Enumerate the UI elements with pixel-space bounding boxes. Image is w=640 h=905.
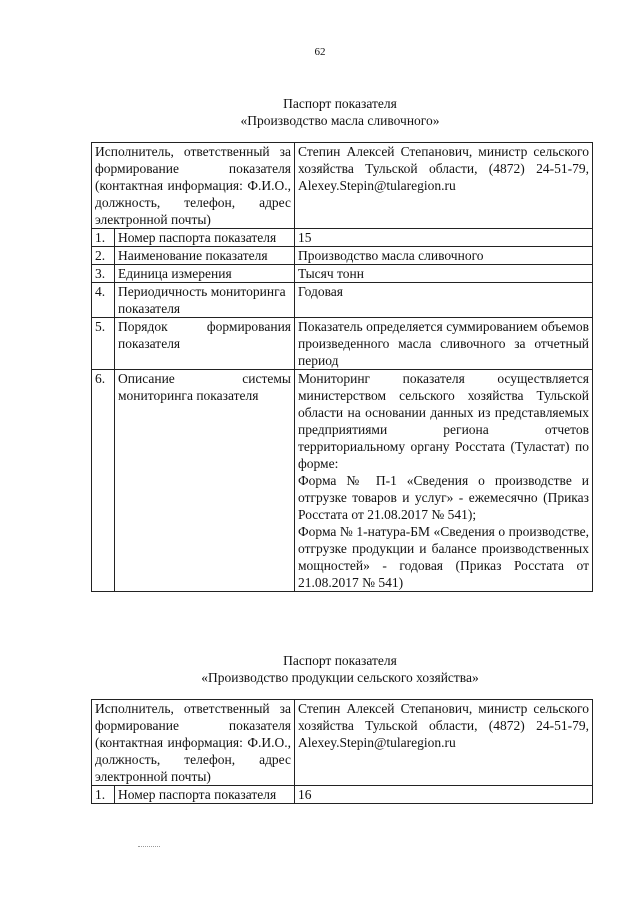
row-label: Описание системы мониторинга показателя <box>115 370 295 592</box>
monitoring-paragraph: Форма № 1-натура-БМ «Сведения о производстве, отгрузке продукции и балансе производственных мощностей» - годовая (Приказ Росстата от 21.08.2017 № 541) <box>298 524 589 590</box>
passport-2-table <box>91 699 593 804</box>
table-row <box>92 229 593 247</box>
row-number: 2. <box>92 247 115 265</box>
row-number: 6. <box>92 370 115 592</box>
table-row <box>92 786 593 804</box>
monitoring-paragraph: Форма № П-1 «Сведения о производстве и отгрузке товаров и услуг» - ежемесячно (Приказ Росстата от 21.08.2017 № 541); <box>298 473 589 522</box>
row-number: 1. <box>92 229 115 247</box>
table-row <box>92 370 593 592</box>
row-value: Производство масла сливочного <box>295 247 593 265</box>
table-row <box>92 283 593 318</box>
executor-value: Степин Алексей Степанович, министр сельского хозяйства Тульской области, (4872) 24-51-79, Alexey.Stepin@tularegion.ru <box>295 143 593 229</box>
footer-mark <box>138 846 160 847</box>
passport-1-title <box>0 95 640 129</box>
row-value: 15 <box>295 229 593 247</box>
row-number: 1. <box>92 786 115 804</box>
passport-2-title-line1: Паспорт показателя <box>283 653 397 668</box>
row-number: 4. <box>92 283 115 318</box>
row-value: 16 <box>295 786 593 804</box>
row-label: Номер паспорта показателя <box>115 786 295 804</box>
row-label: Периодичность мониторинга показателя <box>115 283 295 318</box>
executor-label: Исполнитель, ответственный за формирование показателя (контактная информация: Ф.И.О., должность, телефон, адрес электронной почты) <box>92 700 295 786</box>
page-number: 62 <box>314 46 326 58</box>
passport-1-title-line1: Паспорт показателя <box>283 96 397 111</box>
row-label: Наименование показателя <box>115 247 295 265</box>
table-row <box>92 247 593 265</box>
passport-2-title <box>0 652 640 686</box>
row-value: Показатель определяется суммированием объемов произведенного масла сливочного за отчетный период <box>295 318 593 370</box>
table-row <box>92 265 593 283</box>
passport-1-table <box>91 142 593 592</box>
table-row <box>92 318 593 370</box>
row-value: Годовая <box>295 283 593 318</box>
executor-label: Исполнитель, ответственный за формирование показателя (контактная информация: Ф.И.О., должность, телефон, адрес электронной почты) <box>92 143 295 229</box>
row-number: 3. <box>92 265 115 283</box>
row-label: Номер паспорта показателя <box>115 229 295 247</box>
table-row <box>92 700 593 786</box>
row-number: 5. <box>92 318 115 370</box>
passport-2-title-line2: «Производство продукции сельского хозяйства» <box>201 670 479 685</box>
row-value: Тысяч тонн <box>295 265 593 283</box>
passport-1-title-line2: «Производство масла сливочного» <box>240 113 440 128</box>
row-label: Порядок формирования показателя <box>115 318 295 370</box>
row-label: Единица измерения <box>115 265 295 283</box>
row-value-monitoring <box>295 370 593 592</box>
monitoring-paragraph: Мониторинг показателя осуществляется министерством сельского хозяйства Тульской области на основании данных из представляемых предприятиями региона отчетов территориальному органу Росстата (Туластат) по форме: <box>298 371 589 471</box>
executor-value: Степин Алексей Степанович, министр сельского хозяйства Тульской области, (4872) 24-51-79, Alexey.Stepin@tularegion.ru <box>295 700 593 786</box>
table-row <box>92 143 593 229</box>
